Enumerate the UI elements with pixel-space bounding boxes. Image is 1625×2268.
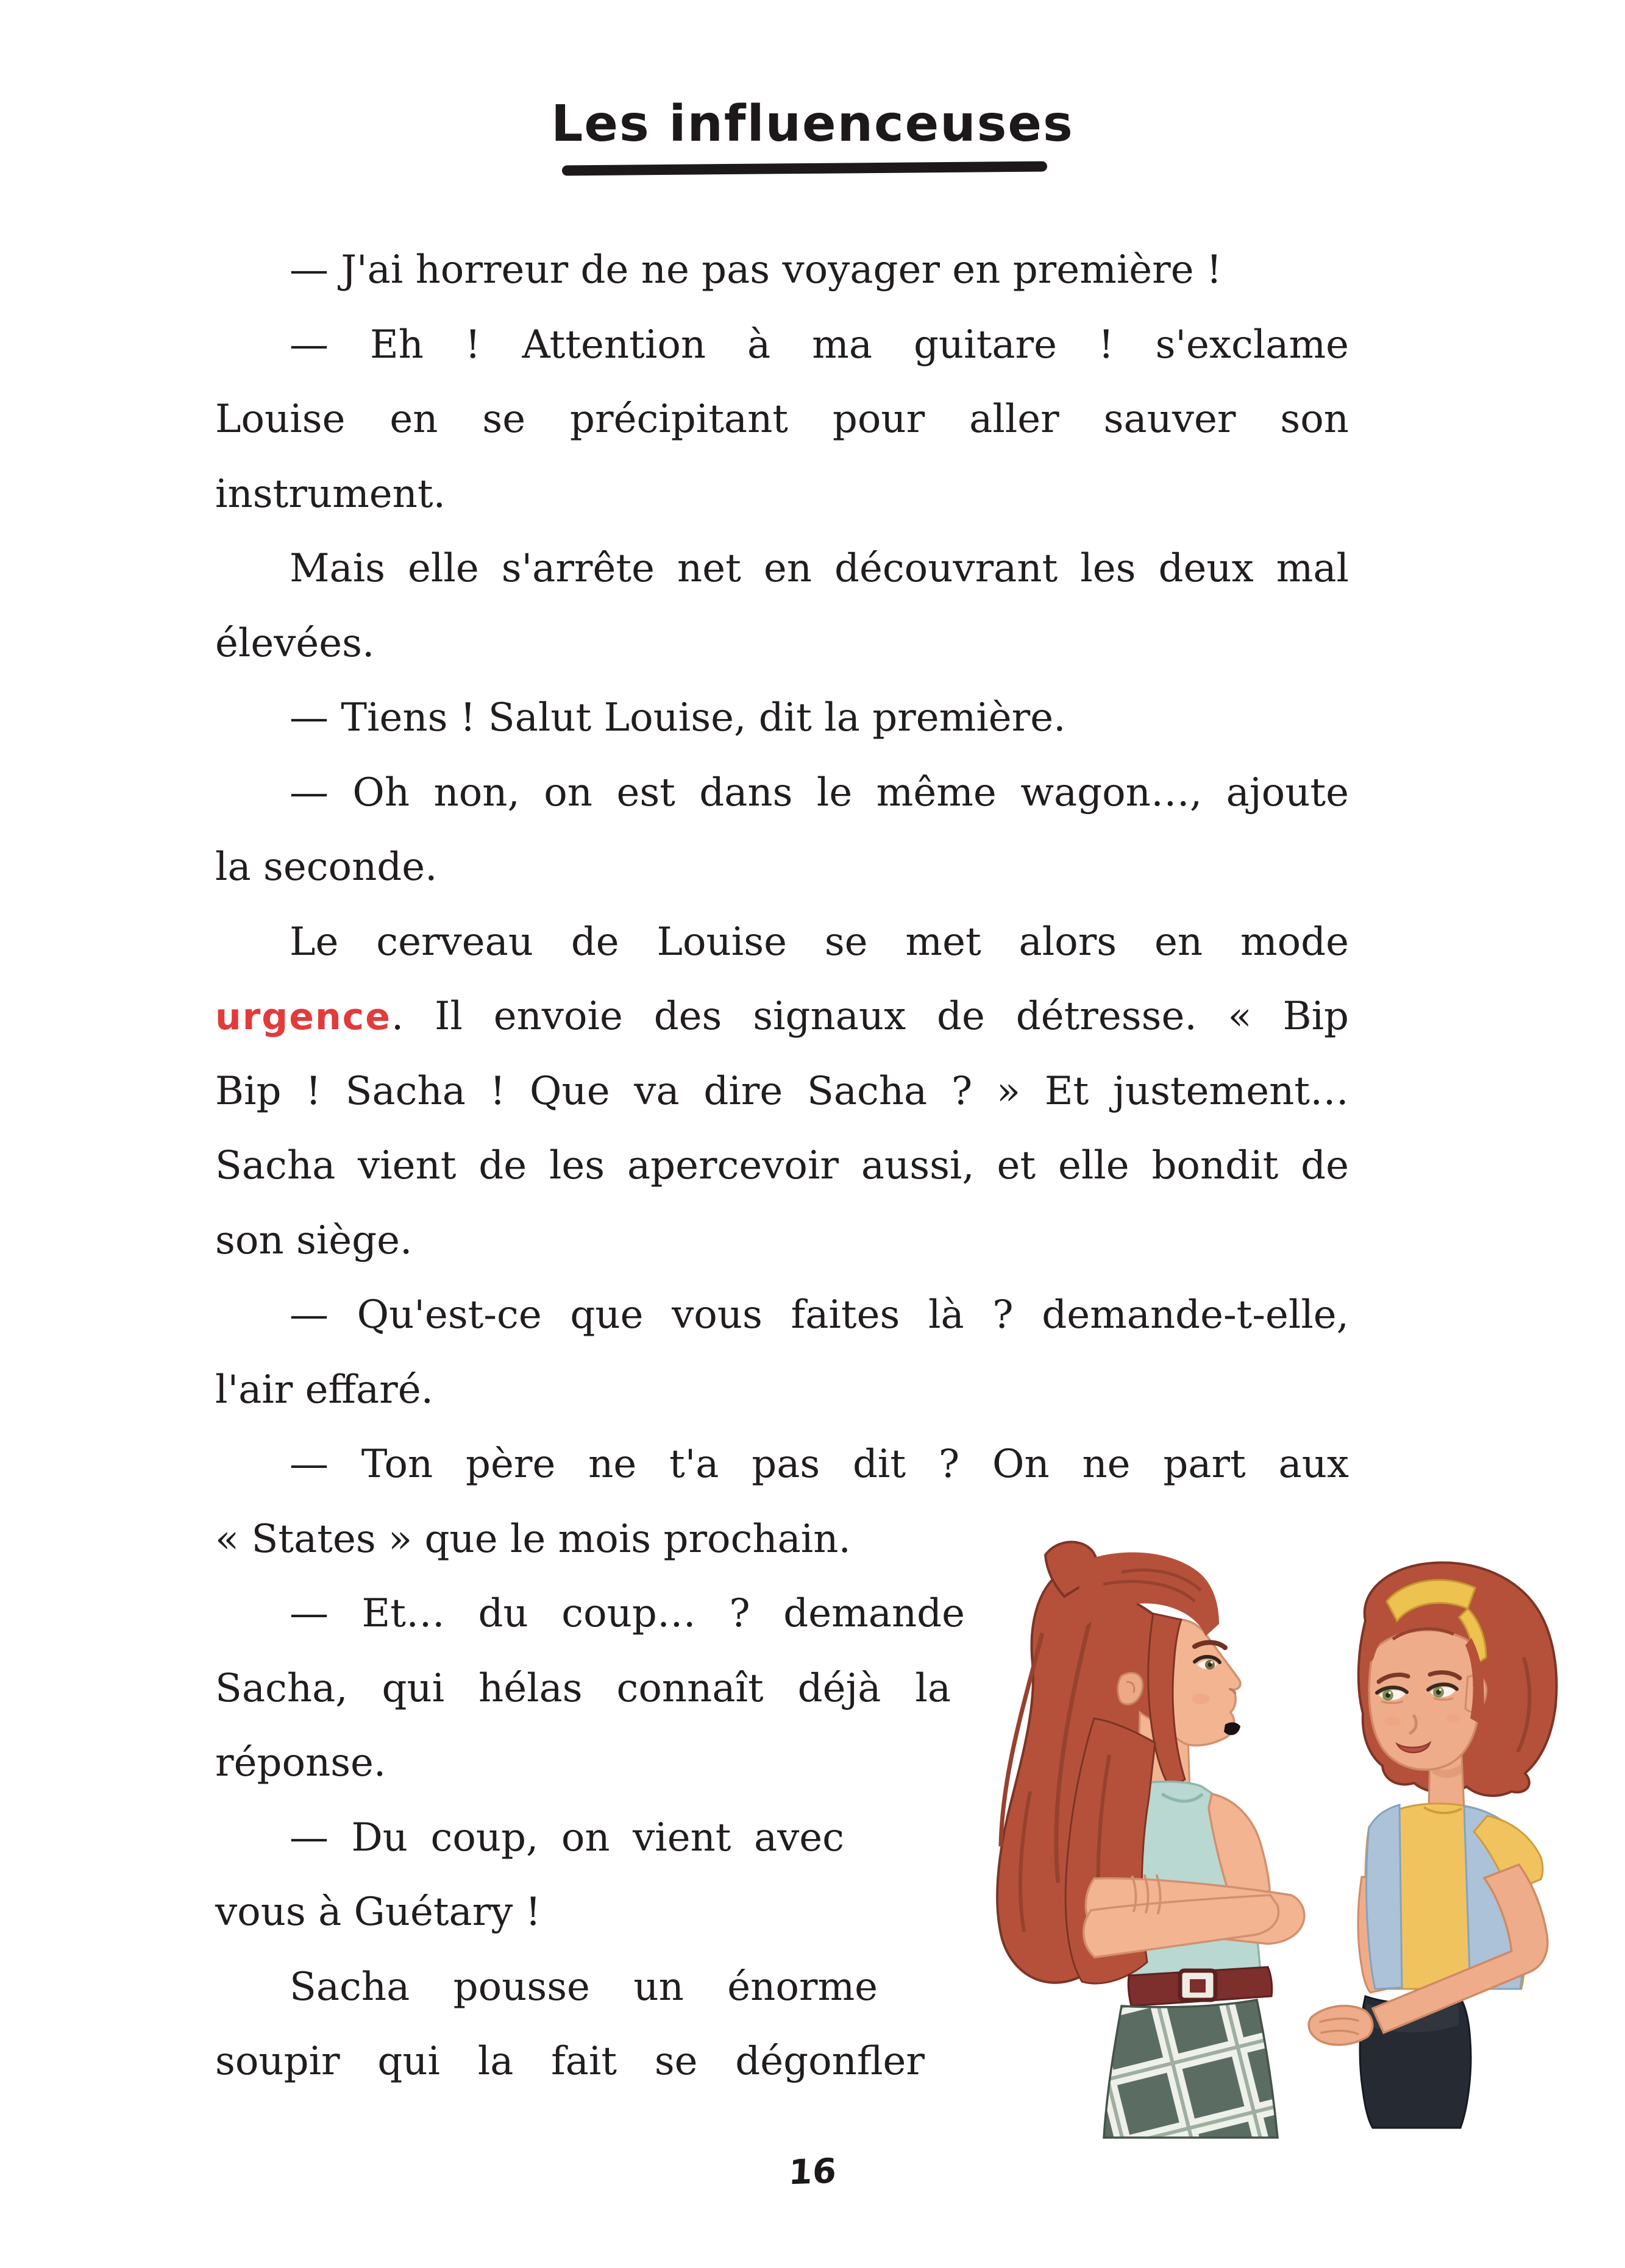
text-segment: — J'ai horreur de ne pas voyager en première ! bbox=[290, 247, 1222, 292]
text-segment: l'air effaré. bbox=[215, 1367, 433, 1412]
text-segment: Sacha, qui hélas connaît déjà la bbox=[215, 1665, 951, 1711]
text-line bbox=[215, 1427, 1349, 1502]
text-segment: « States » que le mois prochain. bbox=[215, 1516, 851, 1562]
text-segment: Le cerveau de Louise se met alors en mode bbox=[290, 919, 1349, 965]
chapter-title: Les influenceuses bbox=[551, 95, 1074, 153]
text-segment: Mais elle s'arrête net en découvrant les deux mal bbox=[290, 546, 1349, 591]
text-line bbox=[215, 1801, 844, 1876]
text-line bbox=[215, 308, 1349, 383]
text-line bbox=[215, 457, 1349, 532]
text-line bbox=[215, 756, 1349, 831]
text-segment: son siège. bbox=[215, 1217, 413, 1263]
text-line bbox=[215, 233, 1349, 308]
text-segment: élevées. bbox=[215, 620, 375, 666]
text-line bbox=[215, 382, 1349, 457]
text-segment: . Il envoie des signaux de détresse. « Bip bbox=[391, 994, 1349, 1039]
text-segment: réponse. bbox=[215, 1740, 386, 1785]
text-segment: — Tiens ! Salut Louise, dit la première. bbox=[290, 695, 1066, 740]
text-line bbox=[215, 830, 1349, 905]
text-segment: Sacha pousse un énorme bbox=[290, 1964, 878, 2010]
text-line bbox=[215, 1353, 1349, 1428]
text-segment: — Du coup, on vient avec bbox=[290, 1815, 844, 1860]
text-line bbox=[215, 1203, 1349, 1278]
text-segment: — Oh non, on est dans le même wagon…, ajoute bbox=[290, 770, 1349, 815]
emphasis-word: urgence bbox=[215, 996, 391, 1038]
title-underline-decoration bbox=[562, 161, 1047, 176]
text-line bbox=[215, 1278, 1349, 1353]
text-line bbox=[215, 1054, 1349, 1129]
text-line bbox=[215, 1576, 965, 1651]
text-line bbox=[215, 905, 1349, 980]
text-segment: la seconde. bbox=[215, 845, 438, 890]
text-segment: — Et… du coup… ? demande bbox=[290, 1591, 965, 1636]
text-line bbox=[215, 1950, 878, 2025]
text-line bbox=[215, 979, 1349, 1054]
text-line bbox=[215, 531, 1349, 606]
text-segment: Louise en se précipitant pour aller sauver son bbox=[215, 397, 1349, 442]
text-segment: Bip ! Sacha ! Que va dire Sacha ? » Et justement… bbox=[215, 1068, 1349, 1114]
text-line bbox=[215, 1129, 1349, 1203]
text-segment: Sacha vient de les apercevoir aussi, et elle bondit de bbox=[215, 1143, 1349, 1188]
text-line bbox=[215, 2024, 925, 2099]
text-segment: — Eh ! Attention à ma guitare ! s'exclame bbox=[290, 322, 1349, 367]
page-number: 16 bbox=[788, 2151, 837, 2193]
text-line bbox=[215, 681, 1349, 756]
text-segment: — Ton père ne t'a pas dit ? On ne part aux bbox=[290, 1442, 1349, 1487]
text-line bbox=[215, 1651, 951, 1726]
text-segment: instrument. bbox=[215, 471, 446, 517]
girl-left bbox=[997, 1542, 1304, 2138]
text-segment: — Qu'est-ce que vous faites là ? demande-t-elle, bbox=[290, 1292, 1349, 1338]
text-line bbox=[215, 606, 1349, 681]
text-segment: vous à Guétary ! bbox=[215, 1890, 541, 1935]
illustration-two-girls bbox=[939, 1536, 1566, 2145]
girl-right bbox=[1309, 1562, 1556, 2128]
text-segment: soupir qui la fait se dégonfler bbox=[215, 2039, 925, 2084]
